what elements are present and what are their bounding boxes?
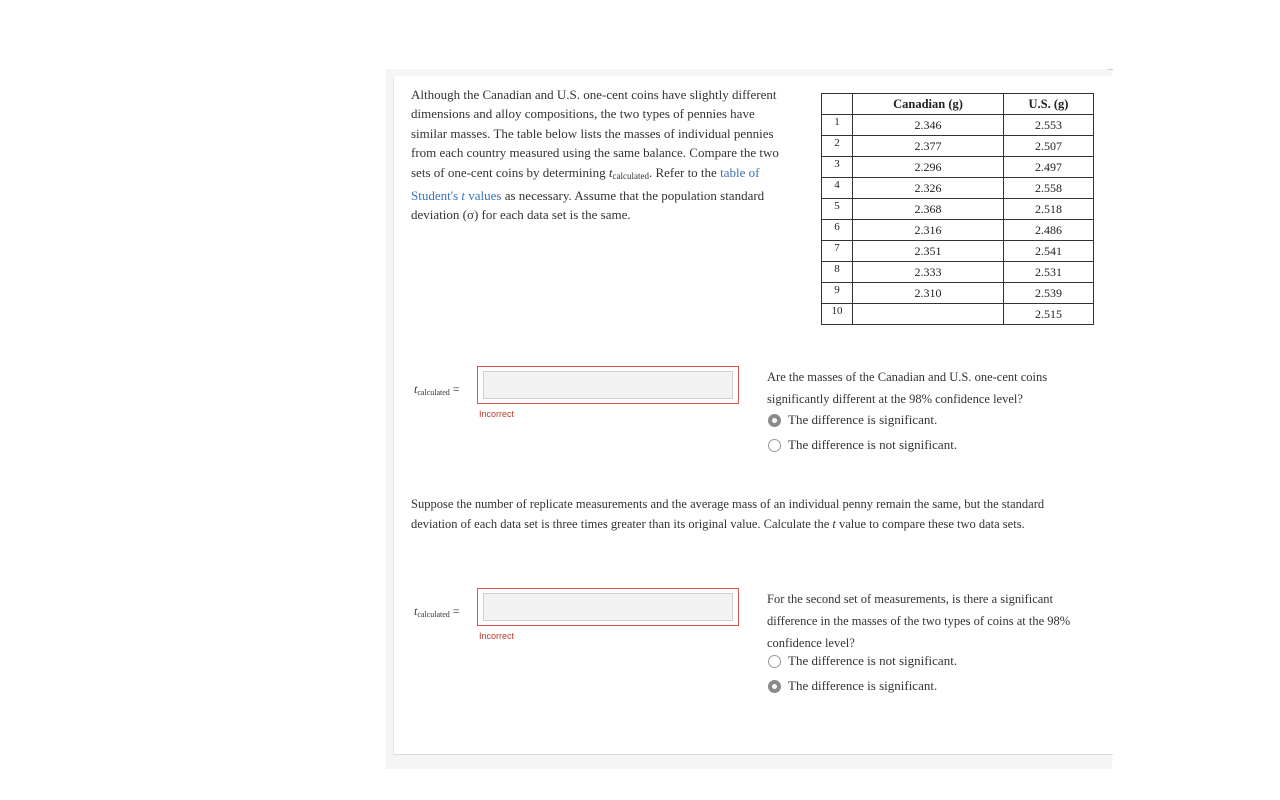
radio-button[interactable] [768,414,781,427]
penny-mass-table [821,93,1094,325]
t-calculated-label-1: $t_{calculated}$ = [414,382,460,397]
row-index: 6 [822,220,853,241]
canadian-mass-cell: 2.316 [853,220,1004,241]
canadian-mass-cell: 2.310 [853,283,1004,304]
part2-statement: Suppose the number of replicate measurements and the average mass of an individual penny remain the same, but the standard deviation of each data set is three times greater than its original value. Calculate the t value to compare these two data sets. [411,497,1045,531]
t-calculated-label-2: $t_{calculated}$ = [414,604,460,619]
option-label: The difference is significant. [788,412,938,427]
canadian-mass-cell: 2.377 [853,136,1004,157]
intro-text-1: Although the Canadian and U.S. one-cent coins have slightly different dimensions and alloy compositions, the two types of pennies have similar masses. The table below lists the masses of individual pennies from each country measured using the same balance. Compare the two sets of one-cent coins by determining [411,87,779,180]
incorrect-feedback-2: Incorrect [479,631,515,641]
t-symbol: t [608,164,613,180]
canadian-mass-cell: 2.346 [853,115,1004,136]
panel-corner [1108,69,1113,75]
incorrect-feedback-1: Incorrect [479,409,515,419]
problem-statement [411,85,791,225]
row-index: 3 [822,157,853,178]
canadian-mass-cell: 2.368 [853,199,1004,220]
answer-box-2 [477,588,739,626]
row-index: 7 [822,241,853,262]
table-row [822,136,1094,157]
row-index: 10 [822,304,853,325]
us-mass-cell: 2.553 [1004,115,1094,136]
table-row [822,241,1094,262]
table-row [822,283,1094,304]
us-mass-cell: 2.486 [1004,220,1094,241]
t-calculated-input-1[interactable] [483,371,733,399]
option-significant-2[interactable] [768,677,937,695]
index-header [822,94,853,115]
option-not-significant-2[interactable] [768,652,957,670]
table-row [822,199,1094,220]
row-index: 9 [822,283,853,304]
us-mass-cell: 2.518 [1004,199,1094,220]
table-header-row [822,94,1094,115]
radio-button[interactable] [768,680,781,693]
table-row [822,304,1094,325]
us-mass-cell: 2.507 [1004,136,1094,157]
row-index: 4 [822,178,853,199]
canadian-mass-cell: 2.333 [853,262,1004,283]
option-not-significant-1[interactable] [768,436,957,454]
t-subscript: calculated [612,170,649,181]
answer-box-1 [477,366,739,404]
canadian-mass-cell: 2.351 [853,241,1004,262]
us-mass-cell: 2.539 [1004,283,1094,304]
canadian-mass-cell [853,304,1004,325]
table-row [822,220,1094,241]
us-mass-cell: 2.531 [1004,262,1094,283]
us-mass-cell: 2.541 [1004,241,1094,262]
option-label: The difference is not significant. [788,437,958,452]
option-label: The difference is significant. [788,678,938,693]
us-mass-cell: 2.515 [1004,304,1094,325]
radio-button[interactable] [768,655,781,668]
table-row [822,178,1094,199]
t-calculated-input-2[interactable] [483,593,733,621]
table-row [822,115,1094,136]
row-index: 5 [822,199,853,220]
radio-button[interactable] [768,439,781,452]
canadian-mass-cell: 2.296 [853,157,1004,178]
us-mass-cell: 2.558 [1004,178,1094,199]
row-index: 2 [822,136,853,157]
row-index: 8 [822,262,853,283]
canadian-header: Canadian (g) [853,94,1004,115]
table-row [822,157,1094,178]
us-header: U.S. (g) [1004,94,1094,115]
canadian-mass-cell: 2.326 [853,178,1004,199]
significance-question-2: For the second set of measurements, is there a significant difference in the masses of the two types of coins at the 98% confidence level? [767,592,1071,650]
table-row [822,262,1094,283]
option-label: The difference is not significant. [788,653,958,668]
significance-question-1: Are the masses of the Canadian and U.S. one-cent coins significantly different at the 98% confidence level? [767,370,1048,406]
students-t-table-link[interactable]: table of Student's t values [411,164,760,204]
intro-text-3: as necessary. Assume that the population standard deviation (σ) for each data set is the same. [411,188,765,223]
us-mass-cell: 2.497 [1004,157,1094,178]
option-significant-1[interactable] [768,411,937,429]
intro-text-2: . Refer to the [648,164,721,180]
row-index: 1 [822,115,853,136]
